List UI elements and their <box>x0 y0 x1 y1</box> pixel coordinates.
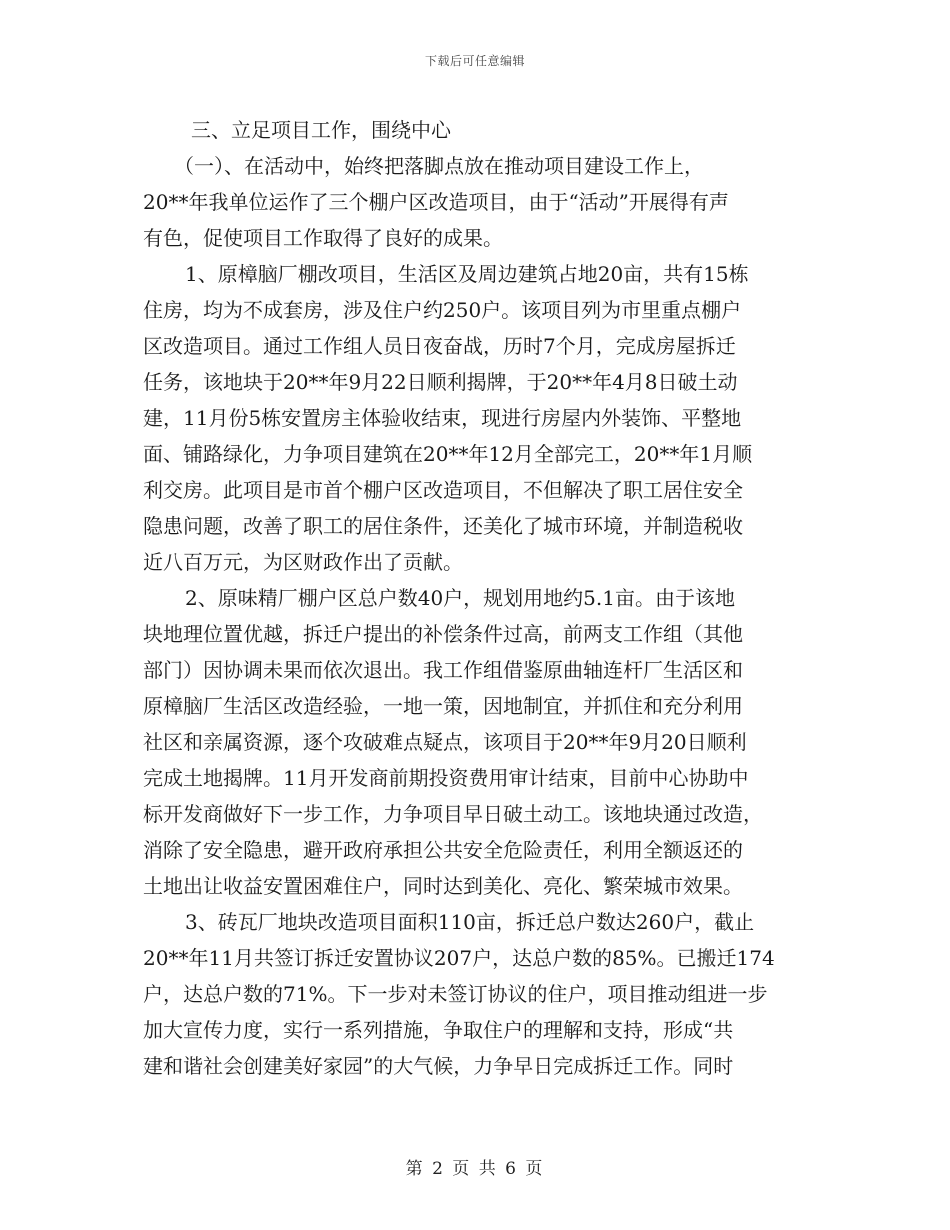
section-heading: 三、立足项目工作，围绕中心 <box>191 118 451 142</box>
paragraph-line: 块地理位置优越，拆迁户提出的补偿条件过高，前两支工作组（其他 <box>143 622 743 646</box>
paragraph-line: 区改造项目。通过工作组人员日夜奋战，历时7个月，完成房屋拆迁 <box>143 334 736 358</box>
paragraph-line: （一）、在活动中，始终把落脚点放在推动项目建设工作上， <box>174 154 704 178</box>
paragraph-line: 原樟脑厂生活区改造经验，一地一策，因地制宜，并抓住和充分利用 <box>143 694 743 718</box>
paragraph-line: 住房，均为不成套房，涉及住户约250户。该项目列为市里重点棚户 <box>143 298 742 322</box>
paragraph-line: 加大宣传力度，实行一系列措施，争取住户的理解和支持，形成“共 <box>143 1018 734 1042</box>
paragraph-line: 利交房。此项目是市首个棚户区改造项目，不但解决了职工居住安全 <box>143 478 743 502</box>
paragraph-line: 户，达总户数的71%。下一步对未签订协议的住户，项目推动组进一步 <box>143 982 768 1006</box>
paragraph-line: 20**年我单位运作了三个棚户区改造项目，由于“活动”开展得有声 <box>143 190 729 214</box>
page-header: 下载后可任意编辑 <box>424 54 525 68</box>
document-body <box>143 112 811 1084</box>
paragraph-line: 面、铺路绿化，力争项目建筑在20**年12月全部完工，20**年1月顺 <box>143 442 753 466</box>
paragraph-line: 完成土地揭牌。11月开发商前期投资费用审计结束，目前中心协助中 <box>143 766 749 790</box>
paragraph-line: 隐患问题，改善了职工的居住条件，还美化了城市环境，并制造税收 <box>143 514 743 538</box>
paragraph-line: 20**年11月共签订拆迁安置协议207户，达总户数的85%。已搬迁174 <box>143 946 775 970</box>
paragraph-line: 有色，促使项目工作取得了良好的成果。 <box>143 226 503 250</box>
paragraph-line: 建和谐社会创建美好家园”的大气候，力争早日完成拆迁工作。同时 <box>143 1054 734 1078</box>
paragraph-line: 社区和亲属资源，逐个攻破难点疑点，该项目于20**年9月20日顺利 <box>143 730 747 754</box>
page-number-footer: 第 2 页 共 6 页 <box>405 1159 545 1179</box>
paragraph-line: 任务，该地块于20**年9月22日顺利揭牌，于20**年4月8日破土动 <box>143 370 738 394</box>
paragraph-line: 1、原樟脑厂棚改项目，生活区及周边建筑占地20亩，共有15栋 <box>185 262 749 286</box>
paragraph-line: 标开发商做好下一步工作，力争项目早日破土动工。该地块通过改造， <box>143 802 763 826</box>
paragraph-line: 建，11月份5栋安置房主体验收结束，现进行房屋内外装饰、平整地 <box>143 406 742 430</box>
paragraph-line: 3、砖瓦厂地块改造项目面积110亩，拆迁总户数达260户，截止 <box>185 910 755 934</box>
paragraph-line: 部门）因协调未果而依次退出。我工作组借鉴原曲轴连杆厂生活区和 <box>143 658 743 682</box>
paragraph-line: 消除了安全隐患，避开政府承担公共安全危险责任，利用全额返还的 <box>143 838 743 862</box>
paragraph-line: 土地出让收益安置困难住户，同时达到美化、亮化、繁荣城市效果。 <box>143 874 743 898</box>
paragraph-line: 近八百万元，为区财政作出了贡献。 <box>143 550 463 574</box>
paragraph-line: 2、原味精厂棚户区总户数40户，规划用地约5.1亩。由于该地 <box>185 586 735 610</box>
